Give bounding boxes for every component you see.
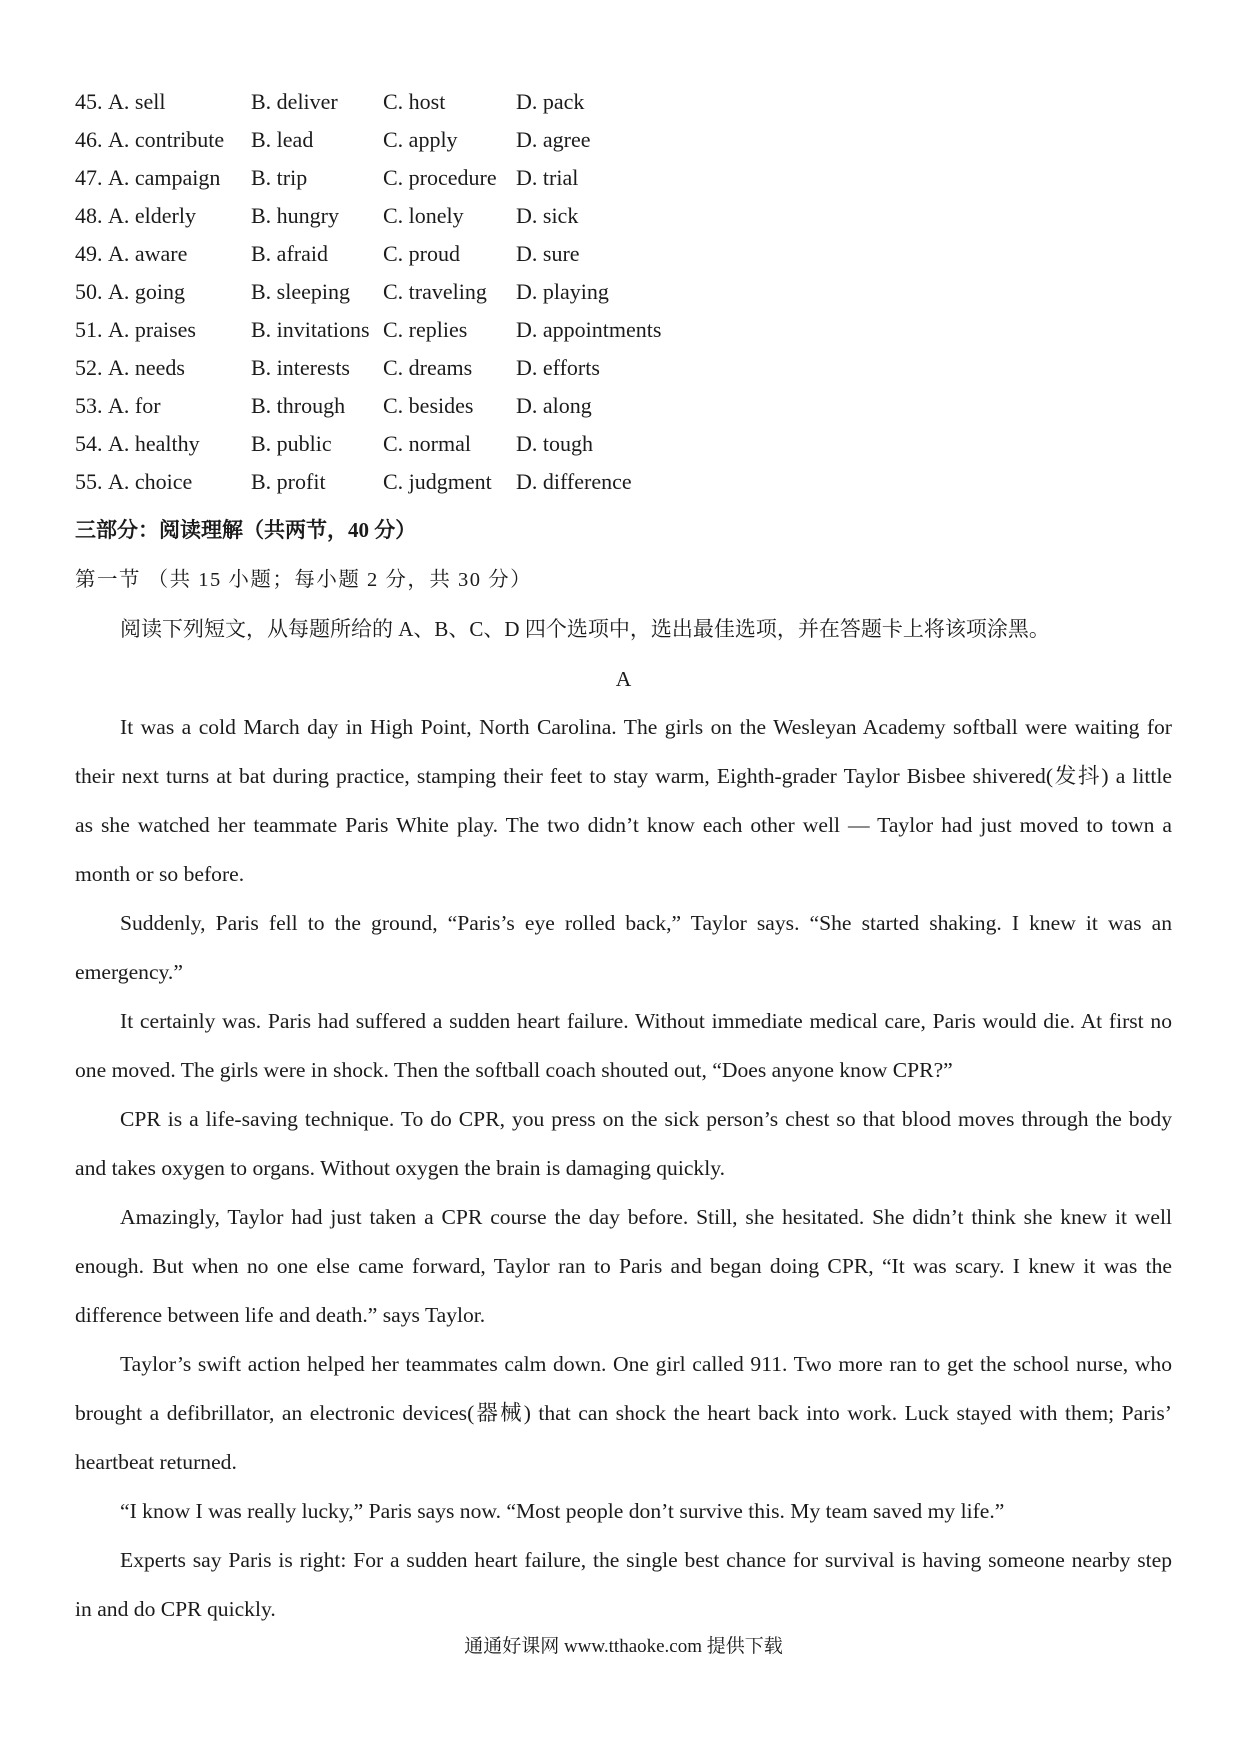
question-number: 55. [75, 469, 103, 494]
question-number: 53. [75, 393, 103, 418]
question-number: 54. [75, 431, 103, 456]
passage-line: CPR is a life-saving technique. To do CPR, you press on the sick person’s chest so that blood moves through the body [120, 1107, 1172, 1131]
option-d: D. efforts [516, 355, 600, 380]
option-b: B. public [251, 431, 332, 456]
passage-line: enough. But when no one else came forward, Taylor ran to Paris and began doing CPR, “It was scary. I knew it was the [75, 1254, 1172, 1278]
passage-line: month or so before. [75, 862, 245, 886]
option-d: D. sure [516, 241, 580, 266]
instructions: 阅读下列短文，从每题所给的 A、B、C、D 四个选项中，选出最佳选项，并在答题卡上将该项涂黑。 [120, 617, 1050, 641]
passage-line: emergency.” [75, 960, 183, 984]
question-row [75, 197, 795, 235]
passage-line: one moved. The girls were in shock. Then the softball coach shouted out, “Does anyone know CPR?” [75, 1058, 953, 1082]
option-a: A. sell [108, 89, 166, 114]
passage-paragraph [75, 1193, 1172, 1340]
passage-line: Suddenly, Paris fell to the ground, “Paris’s eye rolled back,” Taylor says. “She started shaking. I knew it was an [120, 911, 1172, 935]
option-d: D. tough [516, 431, 593, 456]
option-d: D. trial [516, 165, 579, 190]
option-c: C. proud [383, 241, 460, 266]
passage-line: Taylor’s swift action helped her teammates calm down. One girl called 911. Two more ran to get the school nurse, who [120, 1352, 1172, 1376]
question-row [75, 311, 795, 349]
option-a: A. elderly [108, 203, 196, 228]
passage-line: It was a cold March day in High Point, North Carolina. The girls on the Wesleyan Academy softball were waiting for [120, 715, 1172, 739]
question-row [75, 387, 795, 425]
option-b: B. lead [251, 127, 314, 152]
question-number: 49. [75, 241, 103, 266]
option-d: D. sick [516, 203, 579, 228]
option-c: C. traveling [383, 279, 487, 304]
option-c: C. apply [383, 127, 458, 152]
option-a: A. contribute [108, 127, 225, 152]
section-heading: 三部分：阅读理解（共两节，40 分） [75, 518, 417, 542]
option-b: B. afraid [251, 241, 328, 266]
passage-paragraph [75, 1487, 1172, 1536]
passage-line: as she watched her teammate Paris White play. The two didn’t know each other well — Taylor had just moved to town a [75, 813, 1172, 837]
question-number: 48. [75, 203, 103, 228]
question-number: 50. [75, 279, 103, 304]
option-d: D. difference [516, 469, 632, 494]
option-c: C. normal [383, 431, 471, 456]
option-d: D. along [516, 393, 592, 418]
reading-passage [75, 703, 1172, 1634]
passage-line: in and do CPR quickly. [75, 1597, 276, 1621]
question-row [75, 463, 795, 501]
part-label: 第一节 （共 15 小题；每小题 2 分，共 30 分） [75, 569, 533, 591]
question-number: 46. [75, 127, 103, 152]
option-c: C. dreams [383, 355, 473, 380]
passage-line: Amazingly, Taylor had just taken a CPR course the day before. Still, she hesitated. She didn’t think she knew it well [120, 1205, 1172, 1229]
option-d: D. playing [516, 279, 609, 304]
passage-paragraph [75, 899, 1172, 997]
option-c: C. besides [383, 393, 474, 418]
question-number: 47. [75, 165, 103, 190]
question-number: 45. [75, 89, 103, 114]
option-a: A. aware [108, 241, 188, 266]
passage-title: A [615, 667, 632, 691]
option-a: A. for [108, 393, 161, 418]
passage-line: and takes oxygen to organs. Without oxygen the brain is damaging quickly. [75, 1156, 726, 1180]
passage-line: brought a defibrillator, an electronic devices(器械) that can shock the heart back into work. Luck stayed with them; Paris’ [75, 1401, 1172, 1425]
passage-line: Experts say Paris is right: For a sudden heart failure, the single best chance for survival is having someone nearby step [120, 1548, 1172, 1572]
option-c: C. replies [383, 317, 468, 342]
question-row [75, 349, 795, 387]
option-a: A. healthy [108, 431, 200, 456]
option-a: A. choice [108, 469, 193, 494]
option-b: B. sleeping [251, 279, 350, 304]
option-a: A. praises [108, 317, 196, 342]
question-number: 52. [75, 355, 103, 380]
option-c: C. judgment [383, 469, 492, 494]
footer-credit: 通通好课网 www.tthaoke.com 提供下载 [464, 1636, 783, 1657]
option-c: C. procedure [383, 165, 497, 190]
option-c: C. host [383, 89, 446, 114]
option-b: B. through [251, 393, 346, 418]
passage-paragraph [75, 997, 1172, 1095]
option-d: D. appointments [516, 317, 662, 342]
passage-line: heartbeat returned. [75, 1450, 237, 1474]
question-row [75, 121, 795, 159]
option-b: B. interests [251, 355, 350, 380]
option-b: B. deliver [251, 89, 338, 114]
question-number: 51. [75, 317, 103, 342]
option-c: C. lonely [383, 203, 464, 228]
option-b: B. profit [251, 469, 326, 494]
option-b: B. invitations [251, 317, 370, 342]
passage-line: “I know I was really lucky,” Paris says now. “Most people don’t survive this. My team saved my life.” [120, 1499, 1005, 1523]
option-b: B. hungry [251, 203, 339, 228]
question-row [75, 273, 795, 311]
question-row [75, 83, 795, 121]
option-b: B. trip [251, 165, 308, 190]
question-row [75, 425, 795, 463]
passage-line: It certainly was. Paris had suffered a sudden heart failure. Without immediate medical care, Paris would die. At first no [120, 1009, 1172, 1033]
question-row [75, 159, 795, 197]
passage-line: difference between life and death.” says Taylor. [75, 1303, 486, 1327]
option-d: D. agree [516, 127, 591, 152]
answer-options-list [75, 83, 795, 501]
question-row [75, 235, 795, 273]
passage-paragraph [75, 1340, 1172, 1487]
option-a: A. needs [108, 355, 185, 380]
passage-line: their next turns at bat during practice, stamping their feet to stay warm, Eighth-grader Taylor Bisbee shivered(发抖) a little [75, 764, 1172, 788]
option-a: A. campaign [108, 165, 221, 190]
passage-paragraph [75, 703, 1172, 899]
option-a: A. going [108, 279, 185, 304]
passage-paragraph [75, 1095, 1172, 1193]
passage-paragraph [75, 1536, 1172, 1634]
option-d: D. pack [516, 89, 585, 114]
